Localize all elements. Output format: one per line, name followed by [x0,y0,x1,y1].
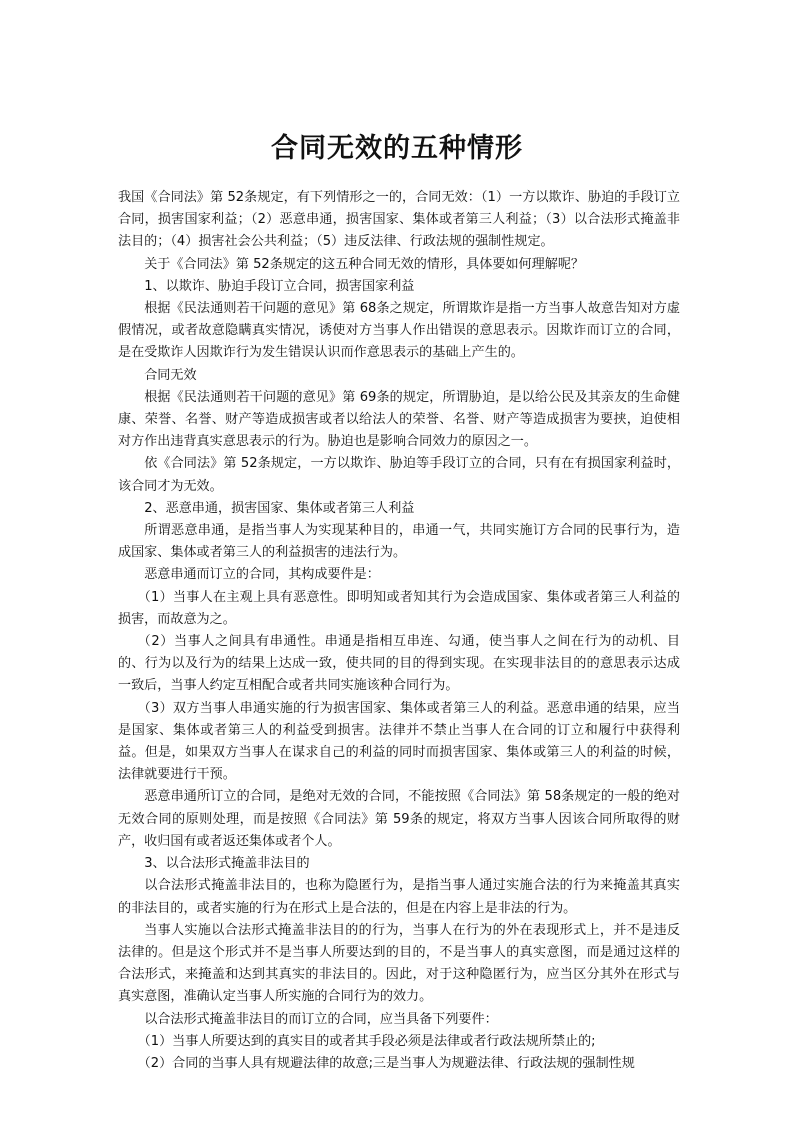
paragraph: 当事人实施以合法形式掩盖非法目的的行为，当事人在行为的外在表现形式上，并不是违反法律的。但是这个形式并不是当事人所要达到的目的，不是当事人的真实意图，而是通过这样的合法形式，来掩盖和达到其真实的非法目的。因此，对于这种隐匿行为，应当区分其外在形式与真实意图，准确认定当事人所实施的合同行为的效力。 [118,922,680,1005]
paragraph: 我国《合同法》第 52条规定，有下列情形之一的，合同无效：（1）一方以欺诈、胁迫的手段订立合同，损害国家利益；（2）恶意串通，损害国家、集体或者第三人利益；（3）以合法形式掩盖非法目的；（4）损害社会公共利益；（5）违反法律、行政法规的强制性规定。 [118,190,680,250]
paragraph: 所谓恶意串通，是指当事人为实现某种目的，串通一气，共同实施订方合同的民事行为，造成国家、集体或者第三人的利益损害的违法行为。 [118,523,680,561]
section-heading: 1、以欺诈、胁迫手段订立合同，损害国家利益 [144,278,415,294]
paragraph: 关于《合同法》第 52条规定的这五种合同无效的情形，具体要如何理解呢？ [144,256,585,272]
list-item: （1）当事人所要达到的真实目的或者其手段必须是法律或者行政法规所禁止的; [137,1033,596,1049]
paragraph: 根据《民法通则若干问题的意见》第 68条之规定，所谓欺诈是指一方当事人故意告知对方虚假情况，或者故意隐瞒真实情况，诱使对方当事人作出错误的意思表示。因欺诈而订立的合同，是在受欺诈人因欺诈行为发生错误认识而作意思表示的基础上产生的。 [118,301,680,361]
paragraph: 依《合同法》第 52条规定，一方以欺诈、胁迫等手段订立的合同，只有在有损国家利益时，该合同才为无效。 [118,456,680,494]
list-item: （2）当事人之间具有串通性。串通是指相互串连、勾通，使当事人之间在行为的动机、目的、行为以及行为的结果上达成一致，使共同的目的得到实现。在实现非法目的的意思表示达成一致后，当事人约定互相配合或者共同实施该种合同行为。 [118,634,680,694]
section-heading: 合同无效 [144,367,197,383]
section-heading: 2、恶意串通，损害国家、集体或者第三人利益 [144,500,415,516]
paragraph: 以合法形式掩盖非法目的而订立的合同，应当具备下列要件： [144,1011,498,1027]
paragraph: 恶意串通而订立的合同，其构成要件是： [144,567,380,583]
list-item: （2）合同的当事人具有规避法律的故意;三是当事人为规避法律、行政法规的强制性规 [137,1055,635,1071]
paragraph: 以合法形式掩盖非法目的，也称为隐匿行为，是指当事人通过实施合法的行为来掩盖其真实的非法目的，或者实施的行为在形式上是合法的，但是在内容上是非法的行为。 [118,878,680,916]
list-item: （3）双方当事人串通实施的行为损害国家、集体或者第三人的利益。恶意串通的结果，应当是国家、集体或者第三人的利益受到损害。法律并不禁止当事人在合同的订立和履行中获得利益。但是，如果双方当事人在谋求自己的利益的同时而损害国家、集体或第三人的利益的时候，法律就要进行干预。 [118,700,680,783]
list-item: （1）当事人在主观上具有恶意性。即明知或者知其行为会造成国家、集体或者第三人利益的损害，而故意为之。 [118,589,680,627]
document-title: 合同无效的五种情形 [271,133,523,164]
paragraph: 恶意串通所订立的合同，是绝对无效的合同，不能按照《合同法》第 58条规定的一般的绝对无效合同的原则处理，而是按照《合同法》第 59条的规定，将双方当事人因该合同所取得的财产，收归国有或者返还集体或者个人。 [118,789,680,849]
paragraph: 根据《民法通则若干问题的意见》第 69条的规定，所谓胁迫，是以给公民及其亲友的生命健康、荣誉、名誉、财产等造成损害或者以给法人的荣誉、名誉、财产等造成损害为要挟，迫使相对方作出违背真实意思表示的行为。胁迫也是影响合同效力的原因之一。 [118,389,680,450]
section-heading: 3、以合法形式掩盖非法目的 [144,856,310,872]
document-body [118,187,680,1075]
